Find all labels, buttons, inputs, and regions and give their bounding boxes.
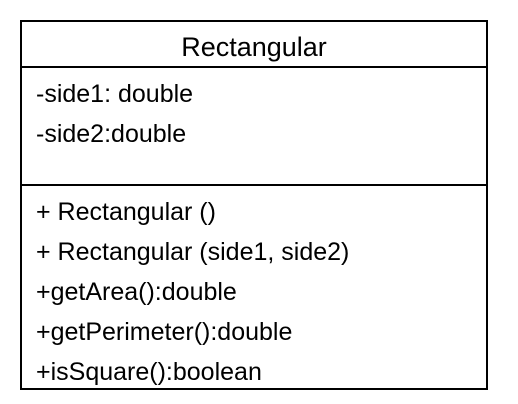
attribute-side2: -side2:double [36,120,187,148]
method-get-perimeter: +getPerimeter():double [36,318,293,346]
class-name: Rectangular [181,32,327,62]
method-constructor-default: + Rectangular () [36,198,216,226]
method-get-area: +getArea():double [36,278,237,306]
methods-compartment [22,186,486,388]
attribute-side1: -side1: double [36,80,194,108]
method-constructor-params: + Rectangular (side1, side2) [36,238,350,266]
method-is-square: +isSquare():boolean [36,358,262,386]
attributes-compartment [22,68,486,186]
class-name-compartment [22,22,486,68]
uml-class-box [20,20,488,390]
